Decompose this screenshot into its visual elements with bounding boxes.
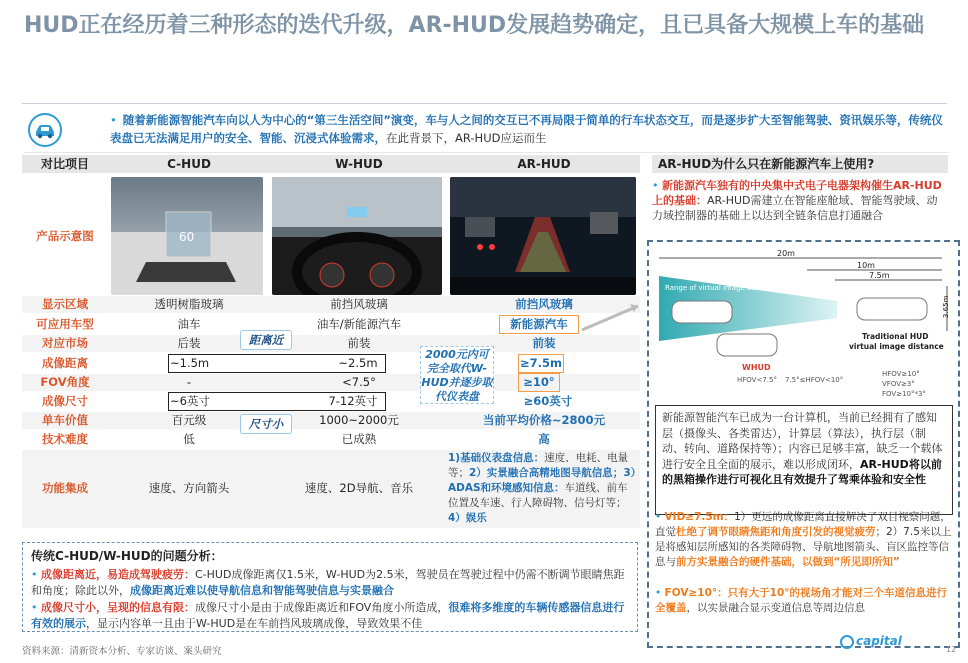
vid-explanation: • VID≥7.5m：1）更远的成像距离直接解决了双目视察问题，直觉杜绝了调节眼睛焦距和角度引发的视觉疲劳；2）7.5米以上是将感知层所感知的各类障碍物、导航地图箭头、盲区监控等信息与前方实景融合的硬件基础，以做到“所见即所知”: [655, 511, 952, 568]
label-range: Range of virtual image distance for AR-HUD: [665, 284, 819, 292]
cell-c-distance: ~1.5m: [170, 356, 210, 370]
connector-arrow: [580, 300, 650, 335]
row-label-market: 对应市场: [42, 336, 88, 350]
info-box: 新能源智能汽车已成为一台计算机，当前已经拥有了感知层（摄像头、各类雷达），计算层（算法），执行层（制动、转向、道路保持等）；内容已足够丰富，缺乏一个载体进行安全且全面的展示，难以形成闭环，AR-HUD将以前的黑箱操作进行可视化且有效提升了驾乘体验和安全性: [655, 405, 953, 515]
cell-w-difficulty: 已成熟: [341, 432, 377, 446]
cell-c-models: 油车: [177, 317, 201, 331]
row-label-distance: 成像距离: [42, 356, 88, 370]
cell-ar-market: 前装: [532, 336, 556, 350]
header-compare: 对比项目: [22, 155, 108, 173]
label-ar-fov1: HFOV≥10°: [882, 370, 920, 378]
row-label-display: 显示区域: [42, 297, 88, 311]
cell-w-price: 1000~2000元: [319, 413, 399, 427]
cell-c-difficulty: 低: [183, 432, 195, 446]
fov-explanation: • FOV≥10°：只有大于10°的视场角才能对三个车道信息进行全覆盖，以实景融合显示变道信息等周边信息: [655, 587, 948, 614]
row-label-price: 单车价值: [42, 413, 88, 427]
cell-ar-display: 前挡风玻璃: [515, 297, 573, 311]
right-question: AR-HUD为什么只在新能源汽车上使用?: [652, 155, 948, 173]
tag-size-small: 尺寸小: [240, 414, 292, 434]
cell-ar-difficulty: 高: [538, 432, 550, 446]
cell-ar-fov: ≥10°: [518, 373, 560, 392]
cell-w-distance: ~2.5m: [338, 356, 378, 370]
cell-c-function: 速度、方向箭头: [148, 481, 230, 495]
header-whud: W-HUD: [270, 155, 448, 173]
cell-c-fov: -: [186, 375, 192, 389]
label-mid-fov: 7.5°≤HFOV<10°: [785, 376, 844, 384]
cell-c-price: 百元级: [171, 413, 207, 427]
row-label-models: 可应用车型: [36, 317, 94, 331]
label-7-5m: 7.5m: [869, 271, 890, 280]
cell-ar-price: 当前平均价格~2800元: [482, 413, 606, 427]
logo-icon: [840, 635, 854, 649]
cell-w-function: 速度、2D导航、音乐: [304, 481, 414, 495]
callout-replace: 2000元内可完全取代W-HUD并逐步取代仪表盘: [421, 348, 493, 403]
distance-diagram: [657, 246, 957, 406]
problem-item-size: • 成像尺寸小，呈现的信息有限：成像尺寸小是由于成像距离近和FOV角度小所造成，很难将多维度的车辆传感器信息进行有效的展示，显示内容单一且由于W-HUD是在车前挡风玻璃成像，导致效果不佳: [31, 601, 625, 630]
page-title: HUD正在经历着三种形态的迭代升级，AR-HUD发展趋势确定，且已具备大规模上车的基础: [24, 13, 925, 38]
label-ar-fov3: FOV≥10°*3°: [882, 390, 926, 398]
whud-image: [272, 177, 442, 295]
cell-c-display: 透明树脂玻璃: [154, 297, 224, 311]
cell-c-market: 后装: [177, 336, 201, 350]
label-3-65m: 3.65m: [942, 295, 950, 318]
row-label-size: 成像尺寸: [42, 394, 88, 408]
cell-ar-size: ≥60英寸: [523, 394, 573, 408]
cell-ar-models: 新能源汽车: [499, 315, 579, 334]
cell-w-size: 7-12英寸: [328, 394, 378, 408]
cell-ar-function: 1)基础仪表盘信息：速度、电耗、电量等；2）实景融合高精地图导航信息；3）ADAS和环境感知信息：车道线、前车位置及车速、行人障碍物、信号灯等；4）娱乐: [448, 452, 636, 524]
label-whud: WHUD: [742, 363, 771, 372]
title-divider: [22, 103, 947, 104]
cell-w-market: 前装: [347, 336, 371, 350]
row-label-image: 产品示意图: [36, 229, 94, 243]
row-label-difficulty: 技术难度: [42, 432, 88, 446]
car-icon: [28, 113, 62, 147]
cell-c-size: ~6英寸: [170, 394, 210, 408]
chud-speed-text: 60: [179, 230, 195, 244]
label-traditional: Traditional HUD: [862, 332, 929, 341]
label-10m: 10m: [857, 261, 875, 270]
label-whud-fov: HFOV<7.5°: [737, 376, 777, 384]
right-answer: • 新能源汽车独有的中央集中式电子电器架构催生AR-HUD上的基础：AR-HUD需建立在智能座舱域、智能驾驶域、动力域控制器的基础上以达到全链条信息打通融合: [652, 179, 942, 222]
problem-analysis-box: [22, 542, 638, 632]
chud-image: [111, 177, 263, 295]
tag-distance-near: 距离近: [240, 330, 292, 350]
problem-item-distance: • 成像距离近，易造成驾驶疲劳：C-HUD成像距离仅1.5米，W-HUD为2.5米，驾驶员在驾驶过程中仍需不断调节眼睛焦距和角度；除此以外，成像距离近难以使导航信息和智能驾驶信息与实景融合: [31, 568, 625, 597]
cell-w-display: 前挡风玻璃: [330, 297, 388, 311]
logo: capital: [840, 634, 902, 649]
arhud-image: [450, 177, 636, 295]
label-20m: 20m: [777, 249, 795, 258]
page-number: 12: [946, 645, 957, 654]
problem-title: 传统C-HUD/W-HUD的问题分析：: [31, 549, 223, 563]
source-footer: 资料来源：清新资本分析、专家访谈、案头研究: [22, 646, 222, 657]
cell-ar-distance: ≥7.5m: [518, 354, 564, 373]
header-chud: C-HUD: [108, 155, 270, 173]
cell-w-fov: <7.5°: [342, 375, 376, 389]
row-label-fov: FOV角度: [40, 375, 90, 389]
row-label-function: 功能集成: [42, 481, 88, 495]
intro-section: [24, 109, 949, 153]
intro-text: • 随着新能源智能汽车向以人为中心的“第三生活空间”演变，车与人之间的交互已不再局限于简单的行车状态交互，而是逐步扩大至智能驾驶、资讯娱乐等，传统仪表盘已无法满足用户的安全、智能、沉浸式体验需求，在此背景下，AR-HUD应运而生: [110, 113, 943, 145]
header-arhud: AR-HUD: [448, 155, 640, 173]
label-traditional-2: virtual image distance: [849, 342, 944, 351]
cell-w-models: 油车/新能源汽车: [316, 317, 402, 331]
label-ar-fov2: VFOV≥3°: [882, 380, 915, 388]
